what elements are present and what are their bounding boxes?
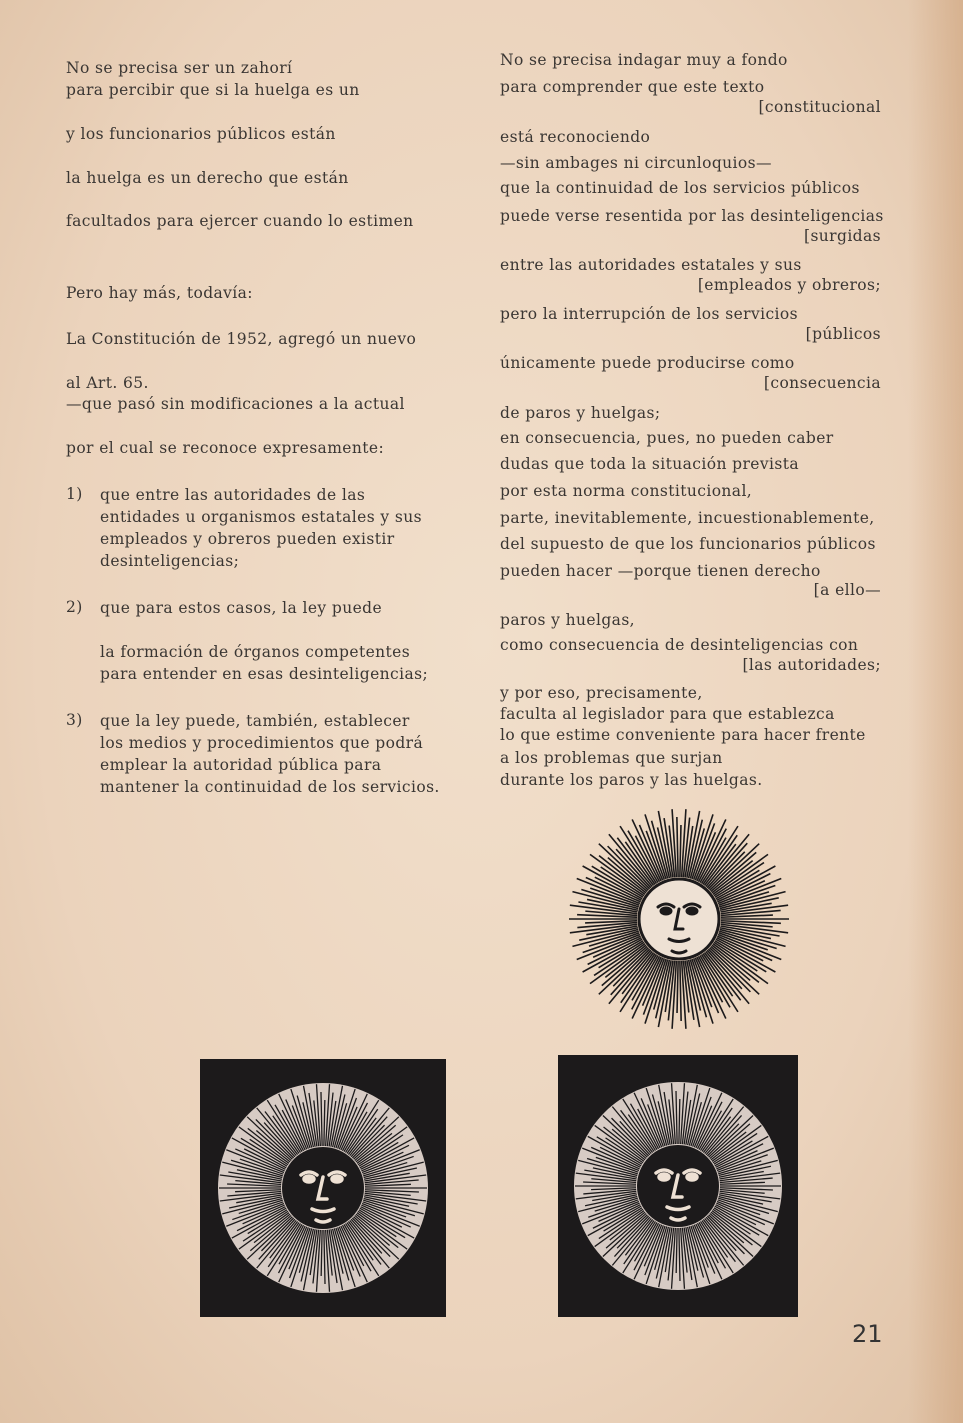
- text-line: [consecuencia: [763, 374, 881, 392]
- text-line: está reconociendo: [500, 128, 651, 146]
- sun-square-illustration-right: [558, 1055, 798, 1317]
- text-line: empleados y obreros pueden existir: [100, 530, 395, 548]
- text-line: que la continuidad de los servicios públicos: [500, 179, 860, 197]
- page-number: 21: [852, 1320, 883, 1348]
- sun-ray: [680, 825, 681, 877]
- text-line: No se precisa indagar muy a fondo: [500, 51, 788, 69]
- item-number: 2): [66, 598, 83, 616]
- text-line: La Constitución de 1952, agregó un nuevo: [66, 330, 417, 348]
- text-line: por el cual se reconoce expresamente:: [66, 439, 385, 457]
- text-line: a los problemas que surjan: [500, 749, 723, 767]
- text-line: puede verse resentida por las desinteligencias: [500, 207, 884, 225]
- text-line: los medios y procedimientos que podrá: [100, 734, 424, 752]
- text-line: la formación de órganos competentes: [100, 643, 411, 661]
- text-line: faculta al legislador para que establezca: [500, 705, 835, 723]
- text-line: que la ley puede, también, establecer: [100, 712, 410, 730]
- text-line: [constitucional: [758, 98, 881, 116]
- sun-face-icon: [200, 1059, 446, 1317]
- text-line: mantener la continuidad de los servicios.: [100, 778, 440, 796]
- text-line: que entre las autoridades de las: [100, 486, 366, 504]
- item-number: 3): [66, 711, 83, 729]
- text-line: para comprender que este texto: [500, 78, 765, 96]
- text-line: —que pasó sin modificaciones a la actual: [66, 395, 405, 413]
- text-line: [empleados y obreros;: [697, 276, 881, 294]
- text-line: [las autoridades;: [742, 656, 881, 674]
- text-line: para entender en esas desinteligencias;: [100, 665, 429, 683]
- text-line: entre las autoridades estatales y sus: [500, 256, 802, 274]
- text-line: únicamente puede producirse como: [500, 354, 795, 372]
- text-line: emplear la autoridad pública para: [100, 756, 382, 774]
- text-line: pero la interrupción de los servicios: [500, 305, 799, 323]
- text-line: dudas que toda la situación prevista: [500, 455, 800, 473]
- text-line: lo que estime conveniente para hacer frente: [500, 726, 866, 744]
- text-line: y por eso, precisamente,: [500, 684, 703, 702]
- text-line: facultados para ejercer cuando lo estimen: [66, 212, 414, 230]
- sun-round-illustration: [566, 806, 792, 1032]
- text-line: al Art. 65.: [66, 374, 149, 392]
- text-line: —sin ambages ni circunloquios—: [500, 154, 772, 172]
- sun-face-icon: [558, 1055, 798, 1317]
- text-line: y los funcionarios públicos están: [66, 125, 336, 143]
- text-line: de paros y huelgas;: [500, 404, 661, 422]
- text-line: como consecuencia de desinteligencias con: [500, 636, 859, 654]
- right-column: [480, 0, 963, 800]
- text-line: entidades u organismos estatales y sus: [100, 508, 422, 526]
- text-line: paros y huelgas,: [500, 611, 636, 629]
- text-line: [públicos: [805, 325, 881, 343]
- sun-square-illustration-left: [200, 1059, 446, 1317]
- text-line: [a ello—: [813, 581, 881, 599]
- text-line: en consecuencia, pues, no pueden caber: [500, 429, 834, 447]
- text-line: la huelga es un derecho que están: [66, 169, 349, 187]
- sun-ray: [677, 817, 678, 877]
- text-line: durante los paros y las huelgas.: [500, 771, 763, 789]
- text-line: para percibir que si la huelga es un: [66, 81, 360, 99]
- text-line: parte, inevitablemente, incuestionablemente,: [500, 509, 875, 527]
- text-line: [surgidas: [804, 227, 881, 245]
- text-line: del supuesto de que los funcionarios públicos: [500, 535, 876, 553]
- text-line: por esta norma constitucional,: [500, 482, 753, 500]
- left-column: [0, 0, 480, 820]
- sun-ray: [680, 961, 681, 1021]
- sun-face-icon: [566, 806, 792, 1032]
- text-line: No se precisa ser un zahorí: [66, 59, 293, 77]
- text-line: pueden hacer —porque tienen derecho: [500, 562, 821, 580]
- paragraph-transition: Pero hay más, todavía:: [66, 284, 253, 302]
- sun-ray: [677, 961, 678, 1013]
- text-line: que para estos casos, la ley puede: [100, 599, 383, 617]
- item-number: 1): [66, 485, 83, 503]
- text-line: desinteligencias;: [100, 552, 240, 570]
